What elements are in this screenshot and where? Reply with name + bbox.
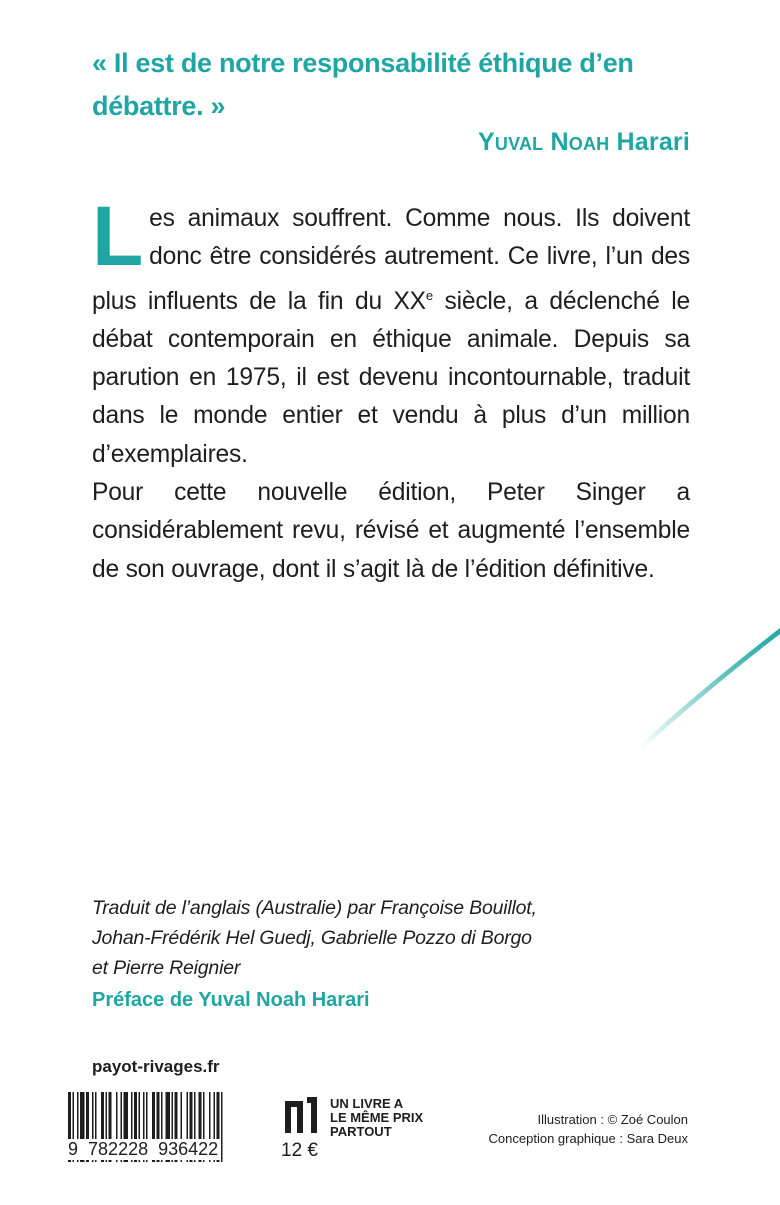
design-credit: Conception graphique : Sara Deux [488, 1131, 688, 1146]
quote-author [478, 128, 690, 157]
website-link[interactable]: payot-rivages.fr [92, 1057, 220, 1076]
isbn-digits: 9 782228 936422 [68, 1139, 219, 1159]
cover-credits [489, 1110, 688, 1148]
translation-credits: Traduit de l’anglais (Australie) par Françoise Bouillot, Johan-Frédérik Hel Guedj, Gabrielle Pozzo di Borgo et Pierre Reignier [92, 897, 537, 979]
book-price-logo-icon [283, 1095, 319, 1135]
preface-credit: Préface de Yuval Noah Harari [92, 989, 370, 1011]
superscript: e [425, 287, 433, 303]
illustration-credit: Illustration : © Zoé Coulon [537, 1112, 688, 1127]
blurb [92, 189, 690, 589]
book-price-label: UN LIVRE A LE MÊME PRIX PARTOUT [330, 1096, 424, 1139]
pull-quote: « Il est de notre responsabilité éthique d’en débattre. » [92, 48, 634, 121]
dropcap: L [92, 189, 144, 283]
author-first-name: Yuval Noah [478, 128, 610, 156]
author-last-name: Harari [616, 128, 690, 156]
blurb-paragraph-2: Pour cette nouvelle édition, Peter Singer a considérablement revu, révisé et augmenté l’ensemble de son ouvrage, dont il s’agit là de l’édition définitive. [92, 479, 690, 583]
blurb-paragraph-1: Les animaux souffrent. Comme nous. Ils doivent donc être considérés autrement. Ce livre, l’un des plus influents de la fin du XXe siècle, a déclenché le débat contemporain en éthique animale. Depuis sa parution en 1975, il est devenu incontournable, traduit dans le monde entier et vendu à plus d’un million d’exemplaires. [92, 189, 690, 468]
price: 12 € [281, 1140, 318, 1161]
